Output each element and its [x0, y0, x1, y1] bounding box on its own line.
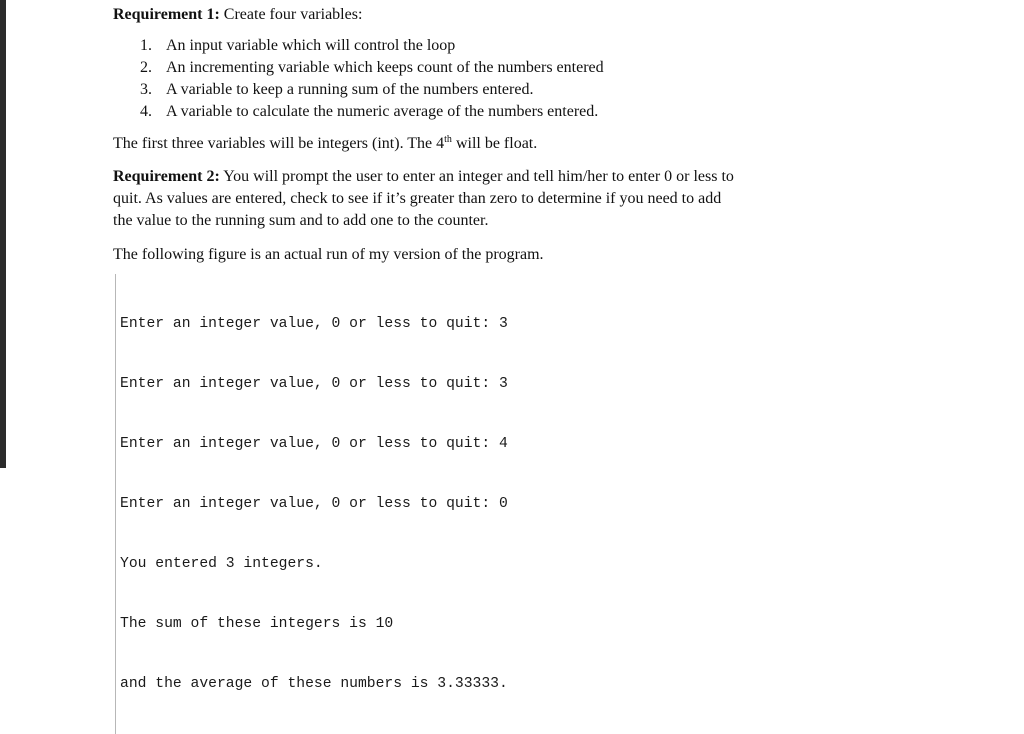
left-edge-bar [0, 0, 6, 468]
requirement-1 [113, 4, 833, 26]
list-item-text: An incrementing variable which keeps count of the numbers entered [166, 59, 604, 76]
list-item-number: 2. [140, 59, 152, 76]
console-line: Enter an integer value, 0 or less to quit: 3 [120, 376, 508, 392]
types-superscript: th [444, 134, 452, 145]
list-item-text: A variable to calculate the numeric average of the numbers entered. [166, 103, 599, 120]
list-item [113, 35, 833, 57]
requirement-2-line-3: the value to the running sum and to add one to the counter. [113, 212, 489, 229]
types-text-after: will be float. [451, 135, 538, 152]
console-line: and the average of these numbers is 3.33333. [120, 676, 508, 692]
list-item-number: 4. [140, 103, 152, 120]
list-item-number: 3. [140, 81, 152, 98]
list-item-number: 1. [140, 37, 152, 54]
list-item-text: An input variable which will control the loop [166, 37, 456, 54]
console-line: You entered 3 integers. [120, 556, 323, 572]
types-paragraph [113, 133, 833, 155]
requirement-2-label: Requirement 2: [113, 168, 220, 185]
console-line: Enter an integer value, 0 or less to quit: 3 [120, 316, 508, 332]
figure-intro: The following figure is an actual run of my version of the program. [113, 246, 544, 263]
requirement-1-label: Requirement 1: [113, 6, 220, 23]
types-text-before: The first three variables will be integers (int). The 4 [113, 135, 445, 152]
console-line: The sum of these integers is 10 [120, 616, 394, 632]
assignment-document [113, 4, 833, 734]
list-item [113, 101, 833, 123]
requirement-2 [113, 166, 833, 232]
list-item-text: A variable to keep a running sum of the numbers entered. [166, 81, 534, 98]
requirement-2-line-1: You will prompt the user to enter an integer and tell him/her to enter 0 or less to [219, 168, 734, 185]
console-output-figure [115, 274, 580, 734]
list-item [113, 79, 833, 101]
requirement-2-line-2: quit. As values are entered, check to see if it’s greater than zero to determine if you need to add [113, 190, 722, 207]
console-line: Enter an integer value, 0 or less to quit: 0 [120, 496, 508, 512]
variable-list [113, 35, 833, 123]
console-line: Enter an integer value, 0 or less to quit: 4 [120, 436, 508, 452]
requirement-1-text: Create four variables: [219, 6, 363, 23]
list-item [113, 57, 833, 79]
